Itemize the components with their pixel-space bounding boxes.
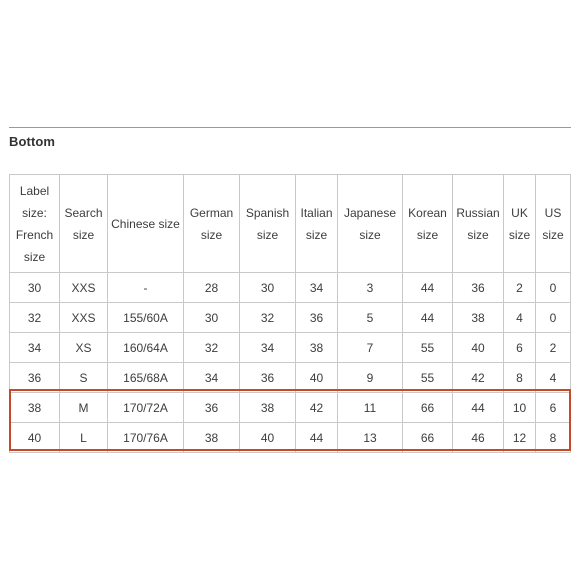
table-cell: 0 [536, 273, 571, 303]
header-cell-chinese-size: Chinese size [108, 175, 184, 273]
table-cell: 30 [10, 273, 60, 303]
table-cell: 170/76A [108, 423, 184, 453]
section-divider [9, 127, 571, 128]
table-cell: 34 [240, 333, 296, 363]
table-cell: 38 [453, 303, 504, 333]
table-cell: 34 [296, 273, 338, 303]
table-cell: 55 [403, 333, 453, 363]
table-cell: 10 [504, 393, 536, 423]
table-row [10, 363, 571, 393]
table-cell: 4 [536, 363, 571, 393]
table-cell: S [60, 363, 108, 393]
table-cell: 42 [453, 363, 504, 393]
table-cell: 66 [403, 423, 453, 453]
table-row [10, 273, 571, 303]
table-cell: 36 [240, 363, 296, 393]
header-cell-spanish-size: Spanish size [240, 175, 296, 273]
table-header-row [10, 175, 571, 273]
header-cell-us-size: US size [536, 175, 571, 273]
header-cell-japanese-size: Japanese size [338, 175, 403, 273]
header-cell-korean-size: Korean size [403, 175, 453, 273]
table-cell: 44 [296, 423, 338, 453]
table-cell: 6 [504, 333, 536, 363]
table-cell: 28 [184, 273, 240, 303]
table-row-highlighted [10, 423, 571, 453]
table-cell: 5 [338, 303, 403, 333]
header-cell-russian-size: Russian size [453, 175, 504, 273]
table-cell: 42 [296, 393, 338, 423]
table-cell: 36 [10, 363, 60, 393]
table-cell: 40 [453, 333, 504, 363]
table-cell: 0 [536, 303, 571, 333]
table-cell: 12 [504, 423, 536, 453]
table-cell: XXS [60, 273, 108, 303]
table-cell: 46 [453, 423, 504, 453]
table-cell: 44 [453, 393, 504, 423]
table-cell: 36 [184, 393, 240, 423]
table-cell: 38 [296, 333, 338, 363]
size-conversion-table [9, 174, 571, 453]
table-cell: XXS [60, 303, 108, 333]
table-cell: 4 [504, 303, 536, 333]
table-cell: 6 [536, 393, 571, 423]
table-cell: 11 [338, 393, 403, 423]
table-cell: 165/68A [108, 363, 184, 393]
table-cell: 155/60A [108, 303, 184, 333]
table-cell: 160/64A [108, 333, 184, 363]
table-cell: 32 [240, 303, 296, 333]
table-cell: 44 [403, 303, 453, 333]
table-cell: 40 [296, 363, 338, 393]
header-cell-german-size: German size [184, 175, 240, 273]
table-cell: L [60, 423, 108, 453]
table-cell: 34 [184, 363, 240, 393]
table-row-highlighted [10, 393, 571, 423]
table-cell: 40 [10, 423, 60, 453]
table-cell: 44 [403, 273, 453, 303]
table-cell: 32 [184, 333, 240, 363]
section-title: Bottom [9, 134, 56, 149]
table-cell: 36 [453, 273, 504, 303]
table-cell: 8 [536, 423, 571, 453]
table-cell: 66 [403, 393, 453, 423]
table-cell: 55 [403, 363, 453, 393]
header-cell-search-size: Search size [60, 175, 108, 273]
table-cell: M [60, 393, 108, 423]
header-cell-italian-size: Italian size [296, 175, 338, 273]
table-cell: 170/72A [108, 393, 184, 423]
table-cell: 30 [184, 303, 240, 333]
table-cell: 32 [10, 303, 60, 333]
table-cell: 2 [536, 333, 571, 363]
table-cell: 30 [240, 273, 296, 303]
table-row [10, 303, 571, 333]
table-cell: 9 [338, 363, 403, 393]
table-cell: 40 [240, 423, 296, 453]
table-cell: 38 [240, 393, 296, 423]
header-cell-uk-size: UK size [504, 175, 536, 273]
table-cell: 34 [10, 333, 60, 363]
table-row [10, 333, 571, 363]
table-cell: 38 [10, 393, 60, 423]
table-cell: 2 [504, 273, 536, 303]
table-cell: XS [60, 333, 108, 363]
header-cell-label-french-size: Label size: French size [10, 175, 60, 273]
table-cell: - [108, 273, 184, 303]
table-cell: 36 [296, 303, 338, 333]
table-cell: 8 [504, 363, 536, 393]
table-cell: 7 [338, 333, 403, 363]
table-cell: 38 [184, 423, 240, 453]
table-cell: 13 [338, 423, 403, 453]
table-cell: 3 [338, 273, 403, 303]
